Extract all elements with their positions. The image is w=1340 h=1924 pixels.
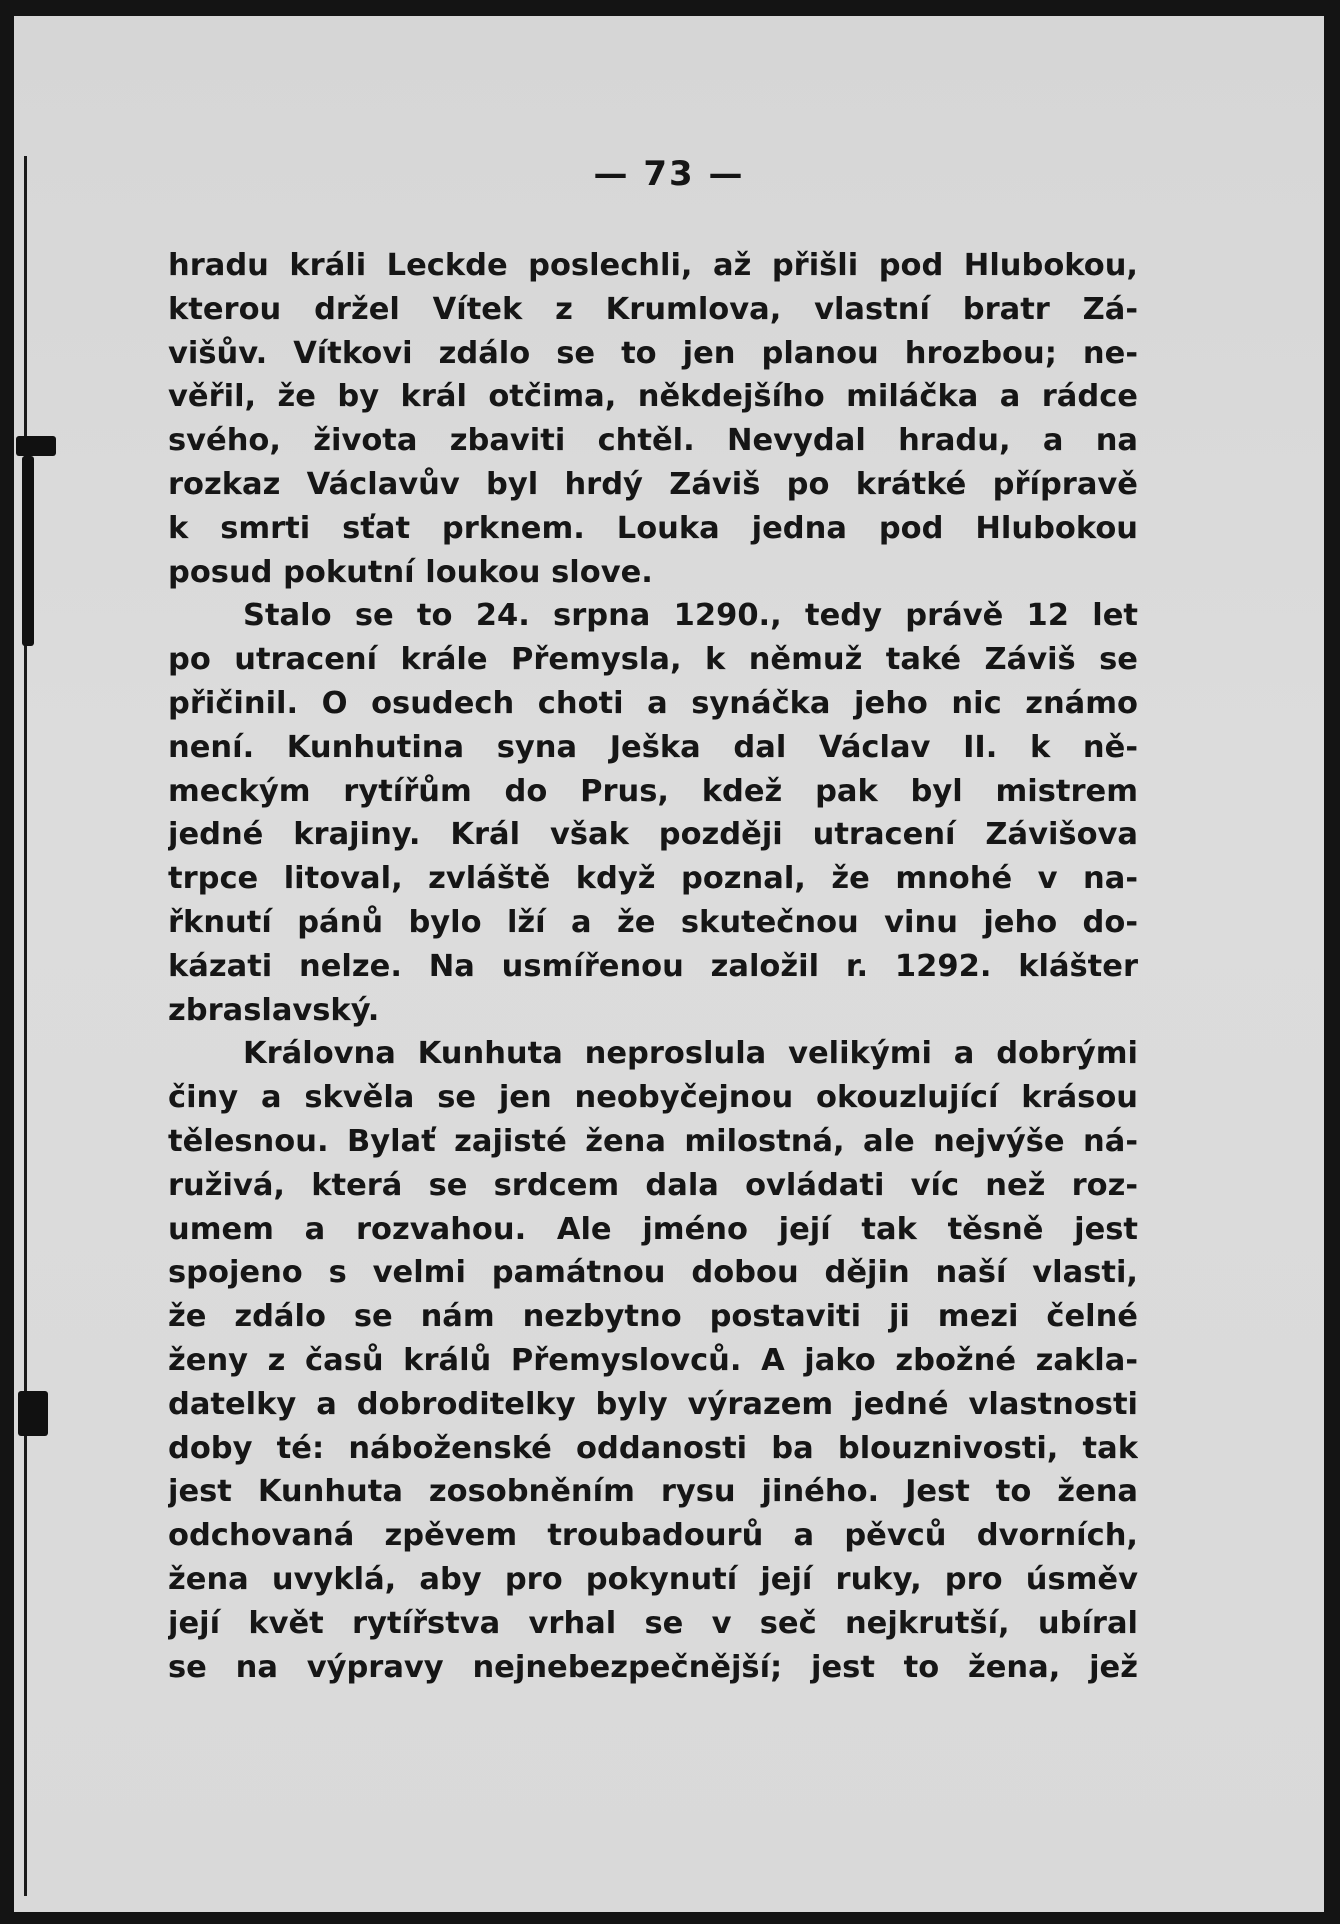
- text-line: se na výpravy nejnebezpečnější; jest to žena, jež: [168, 1649, 1138, 1685]
- text-line: spojeno s velmi památnou dobou dějin naší vlasti,: [168, 1255, 1138, 1291]
- page-number: — 73 —: [593, 154, 745, 194]
- text-line: višův. Vítkovi zdálo se to jen planou hrozbou; ne-: [168, 335, 1138, 371]
- body-text: [168, 244, 1138, 1689]
- binding-mark: [16, 436, 56, 456]
- text-line: přičinil. O osudech choti a synáčka jeho nic známo: [168, 685, 1138, 721]
- text-line: kterou držel Vítek z Krumlova, vlastní bratr Zá-: [168, 291, 1138, 327]
- text-line: činy a skvěla se jen neobyčejnou okouzlující krásou: [168, 1080, 1138, 1116]
- text-line: jedné krajiny. Král však později utracení Závišova: [168, 817, 1138, 853]
- text-line: meckým rytířům do Prus, kdež pak byl mistrem: [168, 773, 1138, 809]
- text-line: k smrti sťat prknem. Louka jedna pod Hlubokou: [168, 510, 1138, 546]
- text-line: zbraslavský.: [168, 992, 380, 1028]
- text-line: její květ rytířstva vrhal se v seč nejkrutší, ubíral: [168, 1605, 1138, 1641]
- text-line: umem a rozvahou. Ale jméno její tak těsně jest: [168, 1211, 1138, 1247]
- binding-mark: [18, 1391, 48, 1436]
- text-line: není. Kunhutina syna Ješka dal Václav II. k ně-: [168, 729, 1138, 765]
- text-line: že zdálo se nám nezbytno postaviti ji mezi čelné: [168, 1299, 1138, 1335]
- text-line: doby té: náboženské oddanosti ba blouznivosti, tak: [168, 1430, 1138, 1466]
- book-page: [14, 16, 1324, 1912]
- text-line: ženy z časů králů Přemyslovců. A jako zbožné zakla-: [168, 1342, 1138, 1378]
- text-line: řknutí pánů bylo lží a že skutečnou vinu jeho do-: [168, 904, 1138, 940]
- text-line: datelky a dobroditelky byly výrazem jedné vlastnosti: [168, 1386, 1138, 1422]
- text-line: svého, života zbaviti chtěl. Nevydal hradu, a na: [168, 423, 1138, 459]
- text-line: trpce litoval, zvláště když poznal, že mnohé v na-: [168, 861, 1138, 897]
- text-line: ruživá, která se srdcem dala ovládati víc než roz-: [168, 1167, 1138, 1203]
- text-line: žena uvyklá, aby pro pokynutí její ruky, pro úsměv: [168, 1561, 1138, 1597]
- text-line: tělesnou. Bylať zajisté žena milostná, ale nejvýše ná-: [168, 1123, 1138, 1159]
- text-line: Stalo se to 24. srpna 1290., tedy právě 12 let: [243, 598, 1138, 634]
- text-line: po utracení krále Přemysla, k němuž také Záviš se: [168, 642, 1138, 678]
- text-line: Královna Kunhuta neproslula velikými a dobrými: [243, 1036, 1138, 1072]
- text-line: odchovaná zpěvem troubadourů a pěvců dvorních,: [168, 1518, 1138, 1554]
- text-line: rozkaz Václavův byl hrdý Záviš po krátké přípravě: [168, 466, 1138, 502]
- text-line: jest Kunhuta zosobněním rysu jiného. Jest to žena: [168, 1474, 1138, 1510]
- text-line: věřil, že by král otčima, někdejšího miláčka a rádce: [168, 379, 1138, 415]
- text-line: hradu králi Leckde poslechli, až přišli pod Hlubokou,: [168, 248, 1138, 283]
- binding-edge: [24, 156, 27, 1896]
- text-line: posud pokutní loukou slove.: [168, 554, 653, 590]
- binding-mark: [22, 456, 34, 646]
- text-line: kázati nelze. Na usmířenou založil r. 1292. klášter: [168, 948, 1138, 984]
